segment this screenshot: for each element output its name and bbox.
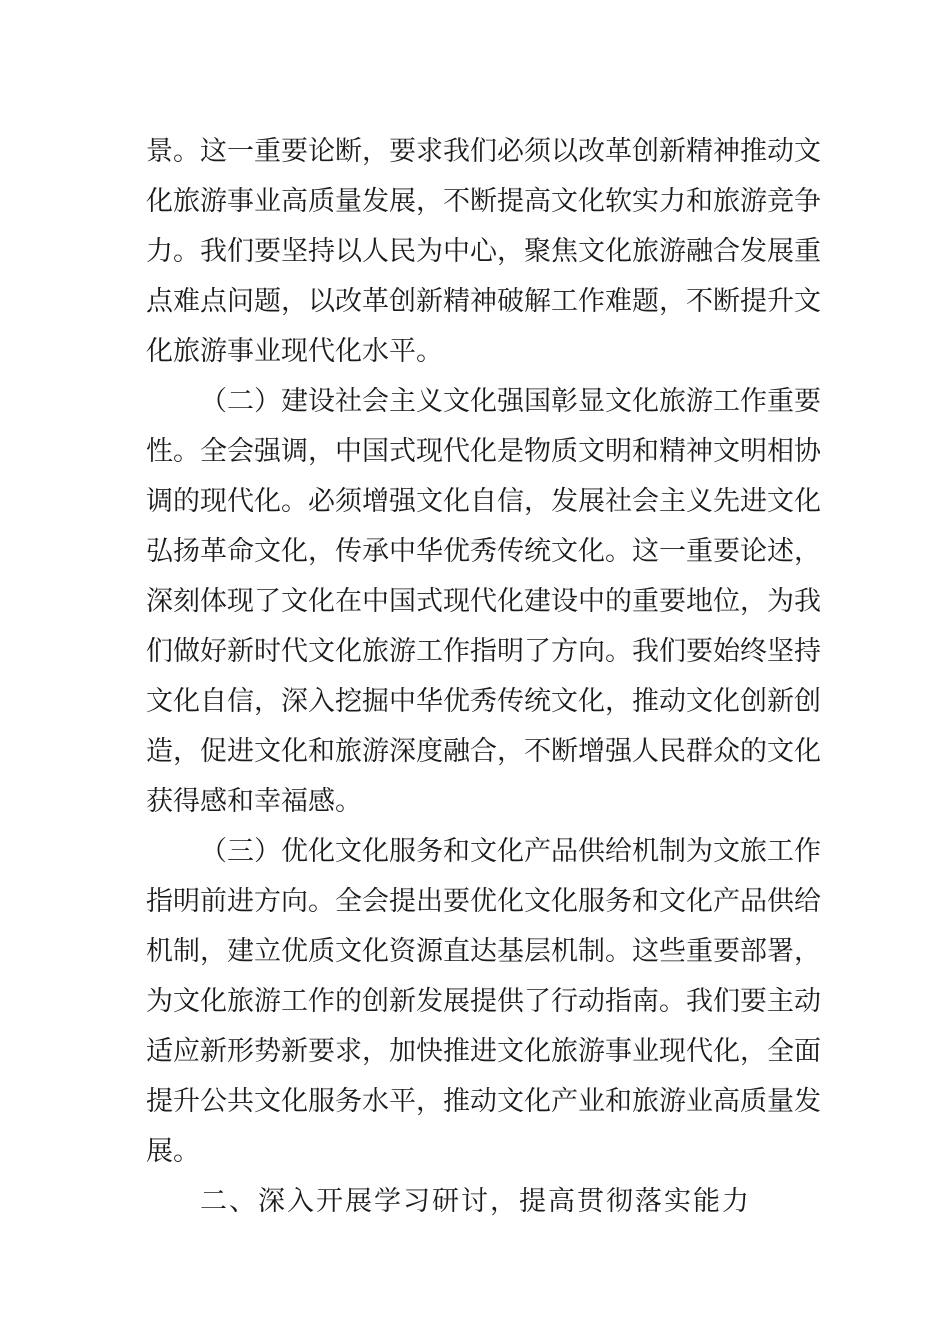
paragraph-1-line-2: 化旅游事业高质量发展，不断提高文化软实力和旅游竞争 <box>146 186 821 217</box>
paragraph-2-line-5: 深刻体现了文化在中国式现代化建设中的重要地位，为我 <box>146 586 821 617</box>
paragraph-2-line-7: 文化自信，深入挖掘中华优秀传统文化，推动文化创新创 <box>146 686 821 717</box>
paragraph-2-line-9: 获得感和幸福感。 <box>146 786 362 817</box>
paragraph-2-line-2: 性。全会强调，中国式现代化是物质文明和精神文明相协 <box>146 436 821 467</box>
paragraph-3-line-2: 指明前进方向。全会提出要优化文化服务和文化产品供给 <box>146 886 821 917</box>
paragraph-3-line-4: 为文化旅游工作的创新发展提供了行动指南。我们要主动 <box>146 986 821 1017</box>
paragraph-1-line-5: 化旅游事业现代化水平。 <box>146 336 443 367</box>
paragraph-3-line-6: 提升公共文化服务水平，推动文化产业和旅游业高质量发 <box>146 1086 821 1117</box>
paragraph-1-line-4: 点难点问题，以改革创新精神破解工作难题，不断提升文 <box>146 286 821 317</box>
paragraph-3-line-7: 展。 <box>146 1136 200 1167</box>
paragraph-1-line-1: 景。这一重要论断，要求我们必须以改革创新精神推动文 <box>146 136 821 167</box>
section-heading: 二、深入开展学习研讨，提高贯彻落实能力 <box>200 1186 751 1217</box>
paragraph-3-line-5: 适应新形势新要求，加快推进文化旅游事业现代化，全面 <box>146 1036 821 1067</box>
paragraph-2-line-4: 弘扬革命文化，传承中华优秀传统文化。这一重要论述， <box>146 536 821 567</box>
paragraph-3-line-1: （三）优化文化服务和文化产品供给机制为文旅工作 <box>200 836 821 867</box>
paragraph-3-line-3: 机制，建立优质文化资源直达基层机制。这些重要部署， <box>146 936 821 967</box>
paragraph-2-line-1: （二）建设社会主义文化强国彰显文化旅游工作重要 <box>200 386 821 417</box>
paragraph-2-line-6: 们做好新时代文化旅游工作指明了方向。我们要始终坚持 <box>146 636 821 667</box>
paragraph-2-line-3: 调的现代化。必须增强文化自信，发展社会主义先进文化 <box>146 486 821 517</box>
paragraph-1-line-3: 力。我们要坚持以人民为中心，聚焦文化旅游融合发展重 <box>146 236 821 267</box>
paragraph-2-line-8: 造，促进文化和旅游深度融合，不断增强人民群众的文化 <box>146 736 821 767</box>
